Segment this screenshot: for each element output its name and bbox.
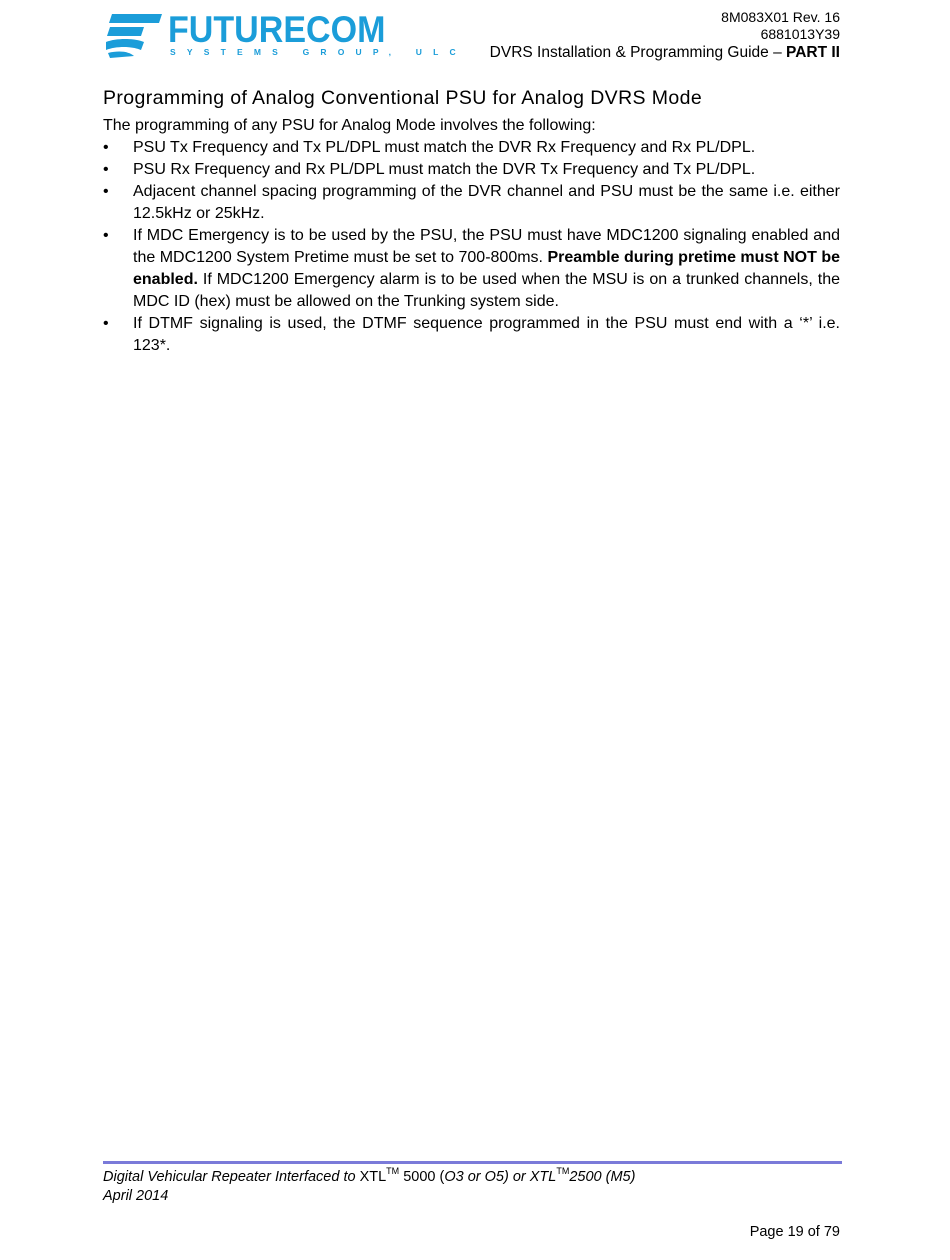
document-number: 8M083X01 Rev. 16 xyxy=(721,9,840,25)
footer-model-a: 5000 ( xyxy=(399,1169,445,1185)
list-item-text: PSU Tx Frequency and Tx PL/DPL must match the DVR Rx Frequency and Rx PL/DPL. xyxy=(133,139,756,156)
list-item xyxy=(103,225,840,313)
page-number: Page 19 of 79 xyxy=(749,1224,840,1240)
bullet-icon: • xyxy=(103,227,109,244)
part-number: 6881013Y39 xyxy=(760,26,840,42)
list-item xyxy=(103,137,840,159)
list-item-text: If DTMF signaling is used, the DTMF sequence programmed in the PSU must end with a ‘*’ i.e. 123*. xyxy=(133,315,840,354)
list-item-warning: Preamble during pretime must NOT be enabled. xyxy=(133,249,841,288)
page-content xyxy=(103,86,840,357)
list-item-text: Adjacent channel spacing programming of the DVR channel and PSU must be the same i.e. either 12.5kHz or 25kHz. xyxy=(133,183,840,222)
footer-desc-text: Digital Vehicular Repeater Interfaced to xyxy=(103,1169,360,1185)
section-intro: The programming of any PSU for Analog Mode involves the following: xyxy=(103,117,596,134)
list-item-text: If MDC Emergency is to be used by the PSU, the PSU must have MDC1200 signaling enabled and the MDC1200 System Pretime must be set to 700-800ms. xyxy=(133,227,840,266)
footer-tm-2: TM xyxy=(556,1166,570,1176)
futurecom-emblem-icon xyxy=(104,12,164,60)
guide-title-text: DVRS Installation & Programming Guide – xyxy=(489,44,787,61)
list-item xyxy=(103,181,840,225)
logo-wordmark: FUTURECOM xyxy=(168,9,386,50)
footer-tm: TM xyxy=(386,1166,400,1176)
list-item-text: If MDC1200 Emergency alarm is to be used when the MSU is on a trunked channels, the MDC ID (hex) must be allowed on the Trunking system side. xyxy=(133,271,840,310)
bullet-icon: • xyxy=(103,139,109,156)
bullet-icon: • xyxy=(103,161,109,178)
footer-model-b: 2500 (M5) xyxy=(569,1169,636,1185)
footer-xtl: XTL xyxy=(359,1169,387,1185)
footer-description xyxy=(103,1168,635,1186)
section-title: Programming of Analog Conventional PSU for Analog DVRS Mode xyxy=(103,87,703,109)
guide-part: PART II xyxy=(786,44,840,61)
guide-title xyxy=(490,43,840,62)
requirements-list xyxy=(103,137,840,357)
bullet-icon: • xyxy=(103,315,109,332)
bullet-icon: • xyxy=(103,183,109,200)
list-item xyxy=(103,313,840,357)
footer-date: April 2014 xyxy=(103,1188,169,1204)
list-item xyxy=(103,159,840,181)
footer-options: O3 or O5) or XTL xyxy=(444,1169,557,1185)
footer-divider xyxy=(103,1161,842,1164)
futurecom-logo xyxy=(104,9,467,60)
list-item-text: PSU Rx Frequency and Rx PL/DPL must match the DVR Tx Frequency and Tx PL/DPL. xyxy=(133,161,756,178)
logo-tagline: SYSTEMS GROUP, ULC xyxy=(170,47,467,57)
